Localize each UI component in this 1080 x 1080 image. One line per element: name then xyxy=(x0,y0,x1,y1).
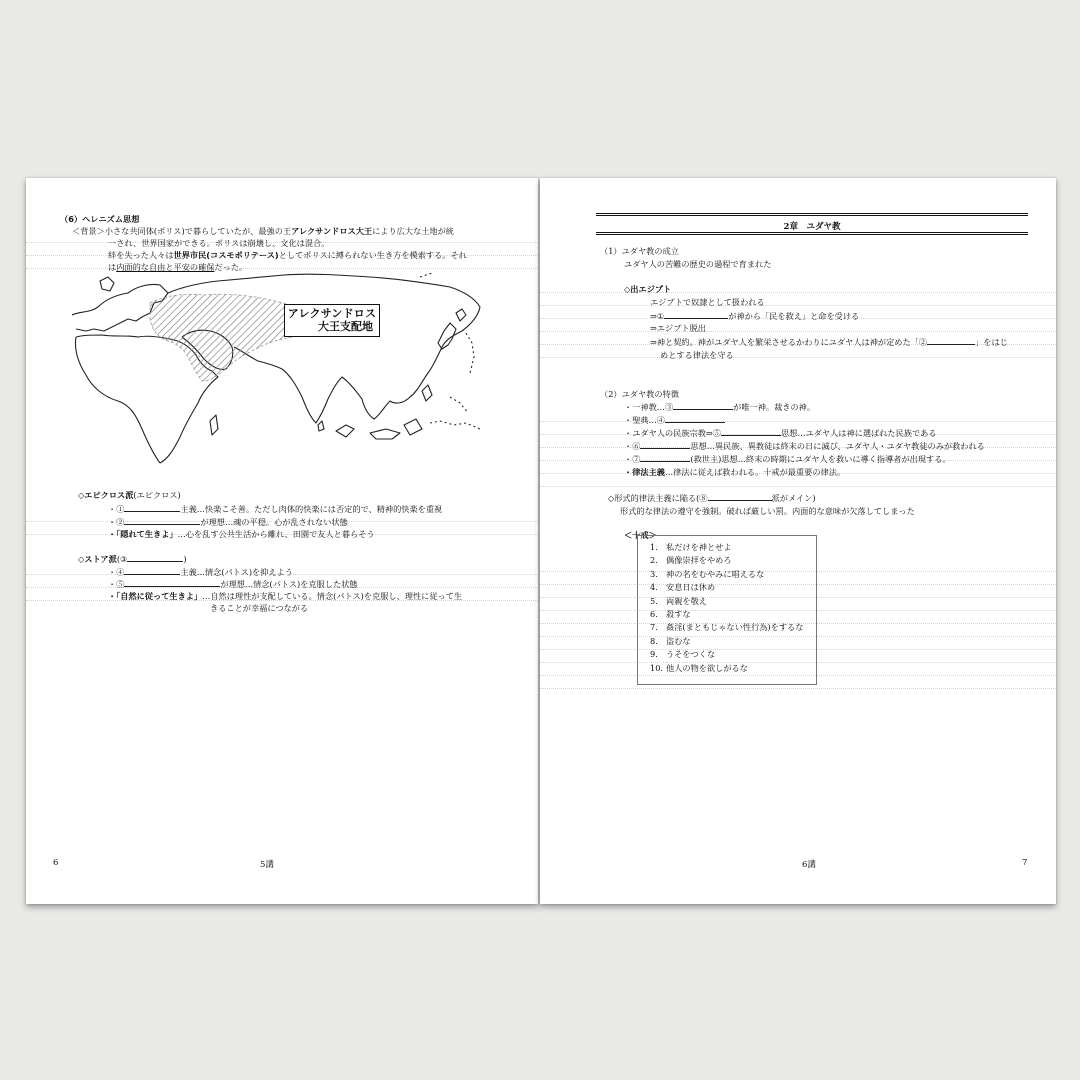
commandment-number: 8. xyxy=(650,635,658,646)
commandment-number: 3. xyxy=(650,568,658,579)
answer-blank[interactable] xyxy=(927,336,975,345)
epicurus-item: ・「隠れて生きよ」…心を乱す公共生活から離れ、田園で友人と暮らそう xyxy=(108,529,375,539)
commandment-number: 1. xyxy=(650,542,658,552)
map-label-line2: 大王支配地 xyxy=(318,320,373,333)
commandment-number: 4. xyxy=(650,582,658,593)
commandment-number: 7. xyxy=(650,622,658,633)
exodus-line: ⇒① が神から「民を救え」と命を受ける xyxy=(650,311,860,321)
epicurus-heading: ◇エピクロス派(エピクロス) xyxy=(78,490,181,500)
lecture-label: 6講 xyxy=(802,860,816,870)
chapter-title: 2章 ユダヤ教 xyxy=(783,222,841,232)
commandment-item xyxy=(650,542,732,553)
commandment-number: 9. xyxy=(650,649,658,660)
answer-blank[interactable] xyxy=(640,453,690,462)
commandment-text: 殺すな xyxy=(666,609,691,619)
background-line: は内面的な自由と平安の確保だった。 xyxy=(108,262,248,272)
formalism-text: 形式的な律法の遵守を強制。破れば厳しい罰。内面的な意味が欠落してしまった xyxy=(620,506,915,516)
commandment-text: 盗むな xyxy=(666,635,691,646)
commandment-text: うそをつくな xyxy=(666,649,716,660)
commandment-item xyxy=(650,569,764,580)
stoa-item: ・④ 主義…情念(パトス)を抑えよう xyxy=(108,567,293,577)
map-label xyxy=(284,304,380,337)
page-number: 6 xyxy=(53,858,59,868)
dotted-rule xyxy=(540,357,1056,358)
dotted-rule xyxy=(540,331,1056,332)
commandment-number: 10. xyxy=(650,662,664,673)
answer-blank[interactable] xyxy=(673,401,733,410)
ten-commandments-heading: ＜十戒＞ xyxy=(624,530,657,540)
section-title: （6）ヘレニズム思想 xyxy=(60,214,140,224)
feature-item: ・律法主義…律法に従えば救われる。十戒が最重要の律法。 xyxy=(624,467,846,477)
feature-item: ・⑦ (救世主)思想…終末の時期にユダヤ人を救いに導く指導者が出現する。 xyxy=(624,454,951,464)
commandment-number: 6. xyxy=(650,609,658,619)
feature-item: ・⑥ 思想…異民族、異教徒は終末の日に滅び、ユダヤ人・ユダヤ教徒のみが救われる xyxy=(624,441,985,451)
commandment-text: 神の名をむやみに唱えるな xyxy=(666,568,765,579)
answer-blank[interactable] xyxy=(640,440,690,449)
commandment-item xyxy=(650,555,732,566)
answer-blank[interactable] xyxy=(124,578,220,587)
exodus-line: ⇒神と契約。神がユダヤ人を繁栄させるかわりにユダヤ人は神が定めた「② 」をはじ xyxy=(650,337,1008,347)
answer-blank[interactable] xyxy=(127,553,183,562)
commandment-text: 安息日は休め xyxy=(666,582,716,593)
chapter-header xyxy=(596,213,1028,235)
lecture-label: 5講 xyxy=(260,860,274,870)
dotted-rule xyxy=(540,486,1056,487)
section-title: （1）ユダヤ教の成立 xyxy=(600,246,679,256)
commandment-number: 2. xyxy=(650,555,658,566)
page-number: 7 xyxy=(1022,858,1028,868)
background-line: 絆を失った人々は世界市民(コスモポリテース)としてポリスに縛られない生き方を模索する。それ xyxy=(108,250,467,260)
epicurus-item: ・① 主義…快楽こそ善。ただし肉体的快楽には否定的で、精神的快楽を重視 xyxy=(108,504,443,514)
commandment-number: 5. xyxy=(650,595,658,606)
dotted-rule xyxy=(26,268,538,269)
dotted-rule xyxy=(540,688,1056,689)
commandment-text: 他人の物を欲しがるな xyxy=(666,662,748,673)
epicurus-item: ・② が理想…魂の平穏。心が乱されない状態 xyxy=(108,517,348,527)
section-subtitle: ユダヤ人の苦難の歴史の過程で育まれた xyxy=(624,259,772,269)
feature-item: ・一神教…③ が唯一神。裁きの神。 xyxy=(624,402,816,412)
answer-blank[interactable] xyxy=(708,492,772,501)
commandment-item xyxy=(650,582,715,593)
commandment-item xyxy=(650,596,707,607)
formalism-heading: ◇形式的律法主義に陥る(⑧ 派がメイン) xyxy=(608,493,816,503)
stoa-heading: ◇ストア派(③ ) xyxy=(78,554,187,564)
stoa-item: ・「自然に従って生きよ」…自然は理性が支配している。情念(パトス)を克服し、理性に従って生 xyxy=(108,591,463,601)
answer-blank[interactable] xyxy=(124,516,200,525)
commandment-text: 姦淫(まともじゃない性行為)をするな xyxy=(666,622,804,633)
empire-map xyxy=(70,273,486,465)
commandment-item xyxy=(650,649,715,660)
commandment-item xyxy=(650,609,691,620)
dotted-rule xyxy=(540,421,1056,422)
answer-blank[interactable] xyxy=(721,427,781,436)
exodus-line: ⇒エジプト脱出 xyxy=(650,323,706,333)
left-page xyxy=(26,178,538,904)
map-label-line1: アレクサンドロス xyxy=(287,307,377,320)
answer-blank[interactable] xyxy=(665,414,725,423)
answer-blank[interactable] xyxy=(664,310,728,319)
background-line: 一され、世界国家ができる。ポリスは崩壊し、文化は混合。 xyxy=(108,238,330,248)
exodus-line: エジプトで奴隷として扱われる xyxy=(650,297,765,307)
feature-item: ・聖典…④ xyxy=(624,414,725,426)
exodus-line: めとする律法を守る xyxy=(660,350,734,360)
commandment-text: 両親を敬え xyxy=(666,595,707,606)
commandment-item xyxy=(650,636,691,647)
answer-blank[interactable] xyxy=(124,566,180,575)
exodus-heading: ◇出エジプト xyxy=(624,284,672,294)
background-line: ＜背景＞小さな共同体(ポリス)で暮らしていたが、最強の王アレクサンドロス大王により広大な土地が統 xyxy=(72,226,454,236)
feature-item: ・ユダヤ人の民族宗教⇒⑤ 思想…ユダヤ人は神に選ばれた民族である xyxy=(624,428,937,438)
dotted-rule xyxy=(540,292,1056,293)
dotted-rule xyxy=(540,305,1056,306)
right-page xyxy=(540,178,1056,904)
stoa-item: ・⑤ が理想…情念(パトス)を克服した状態 xyxy=(108,579,358,589)
commandment-text: 偶像崇拝をやめろ xyxy=(666,555,732,566)
answer-blank[interactable] xyxy=(124,503,180,512)
commandment-item xyxy=(650,622,803,633)
commandment-text: 私だけを神とせよ xyxy=(666,542,732,552)
stoa-item-continued: きることが幸福につながる xyxy=(210,603,309,613)
commandment-item xyxy=(650,663,748,674)
section-title: （2）ユダヤ教の特徴 xyxy=(600,389,679,399)
